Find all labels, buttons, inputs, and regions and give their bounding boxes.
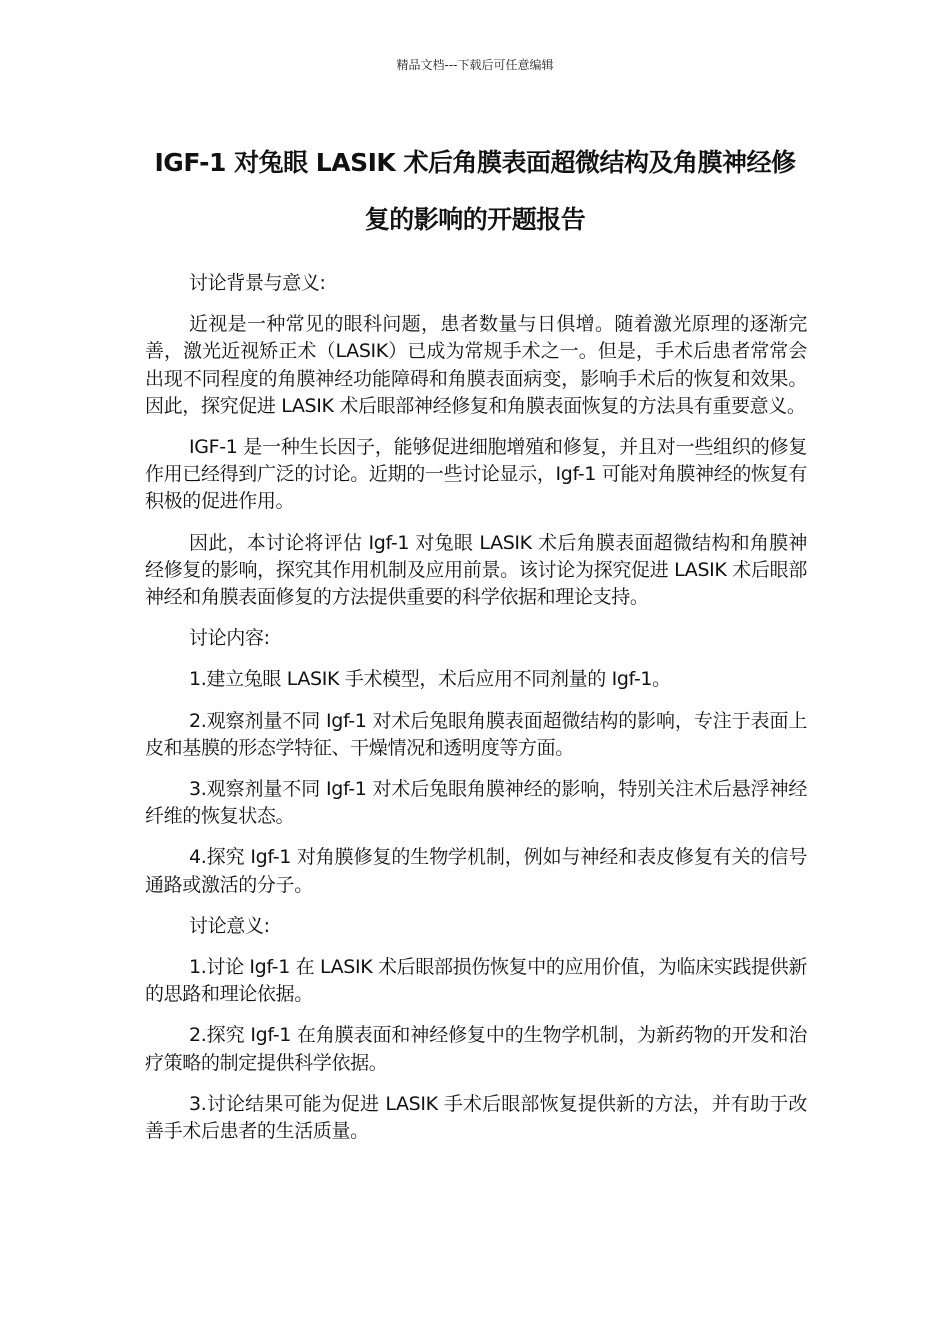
significance-item-2: 2.探究 Igf-1 在角膜表面和神经修复中的生物学机制，为新药物的开发和治疗策略的制定提供科学依据。 [145,1024,807,1074]
background-paragraph-2: IGF-1 是一种生长因子，能够促进细胞增殖和修复，并且对一些组织的修复作用已经得到广泛的讨论。近期的一些讨论显示，Igf-1 可能对角膜神经的恢复有积极的促进作用。 [145,436,807,513]
content-heading: 讨论内容: [189,627,270,650]
background-paragraph-3: 因此，本讨论将评估 Igf-1 对兔眼 LASIK 术后角膜表面超微结构和角膜神经修复的影响，探究其作用机制及应用前景。该讨论为探究促进 LASIK 术后眼部神经和角膜表面修复的方法提供重要的科学依据和理论支持。 [145,531,807,609]
content-item-1: 1.建立兔眼 LASIK 手术模型，术后应用不同剂量的 Igf-1。 [189,668,671,691]
document-body [145,270,807,1159]
significance-heading: 讨论意义: [189,914,270,937]
header-note: 精品文档---下载后可任意编辑 [396,58,554,72]
content-item-4: 4.探究 Igf-1 对角膜修复的生物学机制，例如与神经和表皮修复有关的信号通路或激活的分子。 [145,846,807,896]
content-item-3: 3.观察剂量不同 Igf-1 对术后兔眼角膜神经的影响，特别关注术后悬浮神经纤维的恢复状态。 [145,778,807,828]
significance-item-1: 1.讨论 Igf-1 在 LASIK 术后眼部损伤恢复中的应用价值，为临床实践提供新的思路和理论依据。 [145,956,807,1006]
content-item-2: 2.观察剂量不同 Igf-1 对术后兔眼角膜表面超微结构的影响，专注于表面上皮和基膜的形态学特征、干燥情况和透明度等方面。 [145,709,807,759]
background-heading: 讨论背景与意义: [189,272,326,294]
background-paragraph-1: 近视是一种常见的眼科问题，患者数量与日俱增。随着激光原理的逐渐完善，激光近视矫正术（LASIK）已成为常规手术之一。但是，手术后患者常常会出现不同程度的角膜神经功能障碍和角膜表面病变，影响手术后的恢复和效果。因此，探究促进 LASIK 术后眼部神经修复和角膜表面恢复的方法具有重要意义。 [145,313,807,417]
significance-item-3: 3.讨论结果可能为促进 LASIK 手术后眼部恢复提供新的方法，并有助于改善手术后患者的生活质量。 [145,1092,807,1143]
document-title: IGF-1 对兔眼 LASIK 术后角膜表面超微结构及角膜神经修复的影响的开题报告 [154,148,796,234]
